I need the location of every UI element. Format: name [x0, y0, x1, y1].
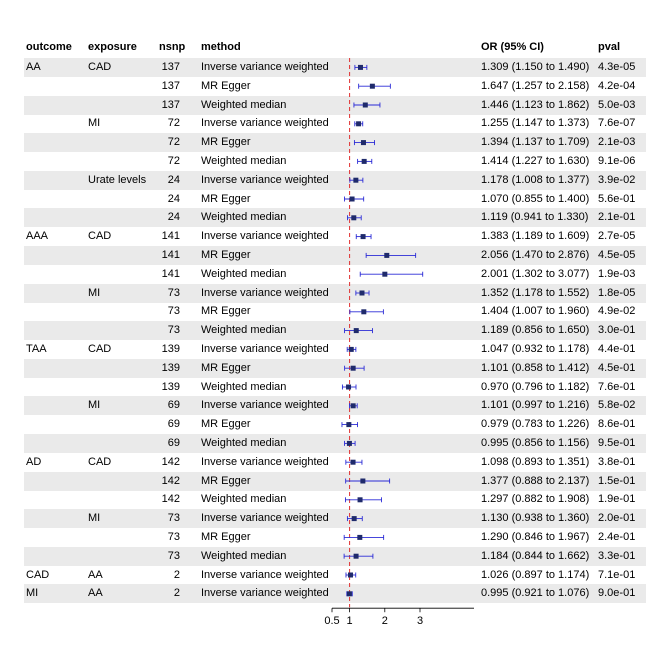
point-estimate — [360, 479, 365, 484]
cell-pval: 2.1e-01 — [598, 211, 636, 224]
cell-outcome: AAA — [26, 230, 49, 243]
cell-or-ci: 1.309 (1.150 to 1.490) — [481, 61, 590, 73]
cell-nsnp: 73 — [167, 324, 180, 337]
cell-pval: 7.1e-01 — [598, 568, 636, 581]
cell-or-ci: 1.026 (0.897 to 1.174) — [481, 568, 590, 581]
point-estimate — [356, 121, 361, 126]
cell-nsnp: 73 — [167, 531, 180, 543]
cell-or-ci: 1.070 (0.855 to 1.400) — [481, 192, 590, 205]
cell-method: Weighted median — [201, 549, 287, 562]
point-estimate — [363, 103, 368, 108]
cell-pval: 1.9e-03 — [598, 267, 636, 280]
point-estimate — [351, 460, 356, 465]
cell-or-ci: 1.414 (1.227 to 1.630) — [481, 155, 590, 167]
cell-exposure: CAD — [88, 230, 112, 243]
cell-or-ci: 0.995 (0.856 to 1.156) — [481, 437, 590, 449]
cell-exposure: MI — [88, 117, 101, 130]
point-estimate — [359, 291, 364, 296]
cell-or-ci: 1.352 (1.178 to 1.552) — [481, 286, 590, 299]
cell-exposure: MI — [88, 399, 101, 412]
cell-or-ci: 1.098 (0.893 to 1.351) — [481, 455, 590, 468]
cell-pval: 5.0e-03 — [598, 98, 636, 111]
cell-or-ci: 1.383 (1.189 to 1.609) — [481, 230, 590, 243]
cell-exposure: AA — [88, 587, 103, 600]
cell-pval: 4.4e-01 — [598, 343, 636, 355]
cell-or-ci: 1.184 (0.844 to 1.662) — [481, 549, 590, 562]
cell-pval: 9.1e-06 — [598, 155, 636, 167]
cell-or-ci: 1.119 (0.941 to 1.330) — [481, 211, 589, 224]
point-estimate — [361, 309, 366, 314]
point-estimate — [351, 403, 356, 408]
cell-method: Inverse variance weighted — [201, 61, 329, 73]
point-estimate — [347, 441, 352, 446]
cell-nsnp: 73 — [167, 305, 180, 318]
cell-or-ci: 1.647 (1.257 to 2.158) — [481, 79, 590, 92]
cell-method: Weighted median — [201, 437, 287, 449]
cell-method: MR Egger — [201, 249, 251, 261]
cell-nsnp: 142 — [161, 455, 180, 468]
cell-nsnp: 137 — [161, 61, 180, 73]
cell-pval: 2.4e-01 — [598, 531, 636, 543]
point-estimate — [361, 140, 366, 145]
cell-or-ci: 1.255 (1.147 to 1.373) — [481, 117, 590, 130]
cell-or-ci: 1.178 (1.008 to 1.377) — [481, 173, 590, 186]
header-exposure: exposure — [88, 41, 137, 53]
cell-or-ci: 1.101 (0.997 to 1.216) — [481, 399, 590, 412]
cell-or-ci: 1.377 (0.888 to 2.137) — [481, 474, 590, 487]
cell-method: MR Egger — [201, 418, 251, 431]
cell-or-ci: 1.446 (1.123 to 1.862) — [481, 98, 590, 111]
cell-method: MR Egger — [201, 79, 251, 92]
point-estimate — [354, 328, 359, 333]
cell-pval: 4.5e-05 — [598, 249, 636, 261]
x-tick-label: 1 — [346, 615, 353, 628]
cell-or-ci: 2.001 (1.302 to 3.077) — [481, 267, 590, 280]
cell-outcome: CAD — [26, 568, 50, 581]
point-estimate — [351, 215, 356, 220]
cell-outcome: AD — [26, 455, 42, 468]
cell-outcome: MI — [26, 587, 39, 600]
cell-or-ci: 1.101 (0.858 to 1.412) — [481, 361, 590, 374]
cell-method: Weighted median — [201, 267, 287, 280]
cell-pval: 1.5e-01 — [598, 474, 636, 487]
cell-exposure: CAD — [88, 455, 112, 468]
point-estimate — [382, 272, 387, 277]
cell-pval: 2.7e-05 — [598, 230, 636, 243]
cell-pval: 9.5e-01 — [598, 437, 636, 449]
cell-method: Weighted median — [201, 155, 287, 167]
point-estimate — [353, 178, 358, 183]
cell-pval: 3.8e-01 — [598, 455, 636, 468]
cell-pval: 5.6e-01 — [598, 192, 636, 205]
point-estimate — [351, 366, 356, 371]
cell-or-ci: 1.130 (0.938 to 1.360) — [481, 512, 590, 525]
cell-pval: 8.6e-01 — [598, 418, 636, 431]
point-estimate — [347, 591, 352, 596]
x-tick-label: 0.5 — [324, 615, 340, 628]
point-estimate — [358, 65, 363, 70]
cell-nsnp: 2 — [173, 587, 180, 600]
cell-method: Inverse variance weighted — [201, 343, 329, 355]
cell-method: Inverse variance weighted — [201, 399, 329, 412]
cell-exposure: AA — [88, 568, 103, 581]
cell-method: Inverse variance weighted — [201, 230, 329, 243]
cell-method: Weighted median — [201, 324, 287, 337]
cell-nsnp: 24 — [167, 173, 180, 186]
cell-method: Inverse variance weighted — [201, 568, 329, 581]
x-tick-label: 3 — [416, 615, 424, 628]
x-tick-label: 2 — [381, 615, 388, 628]
cell-nsnp: 142 — [161, 474, 180, 487]
cell-method: Inverse variance weighted — [201, 173, 329, 186]
cell-method: Inverse variance weighted — [201, 455, 329, 468]
point-estimate — [357, 535, 362, 540]
cell-exposure: CAD — [88, 343, 112, 355]
cell-or-ci: 1.290 (0.846 to 1.967) — [481, 531, 590, 543]
point-estimate — [354, 554, 359, 559]
cell-pval: 2.0e-01 — [598, 512, 636, 525]
cell-exposure: MI — [88, 512, 101, 525]
point-estimate — [358, 497, 363, 502]
cell-nsnp: 73 — [167, 549, 180, 562]
cell-or-ci: 1.297 (0.882 to 1.908) — [481, 493, 590, 506]
cell-pval: 4.5e-01 — [598, 361, 636, 374]
cell-pval: 3.3e-01 — [598, 549, 636, 562]
point-estimate — [348, 573, 353, 578]
cell-nsnp: 137 — [161, 79, 180, 92]
cell-pval: 4.3e-05 — [598, 61, 636, 73]
cell-or-ci: 0.995 (0.921 to 1.076) — [481, 587, 590, 600]
point-estimate — [362, 159, 367, 164]
cell-or-ci: 2.056 (1.470 to 2.876) — [481, 249, 590, 261]
header-pval: pval — [598, 41, 621, 53]
cell-outcome: TAA — [26, 343, 47, 355]
cell-nsnp: 139 — [161, 380, 180, 393]
cell-method: MR Egger — [201, 474, 251, 487]
cell-nsnp: 24 — [167, 211, 180, 224]
cell-method: MR Egger — [201, 305, 251, 318]
cell-pval: 7.6e-01 — [598, 380, 636, 393]
cell-method: Inverse variance weighted — [201, 117, 329, 130]
cell-nsnp: 142 — [161, 493, 180, 506]
header-or-ci: OR (95% CI) — [481, 41, 544, 53]
cell-or-ci: 1.394 (1.137 to 1.709) — [481, 136, 590, 149]
cell-method: MR Egger — [201, 136, 251, 149]
point-estimate — [346, 422, 351, 427]
cell-pval: 2.1e-03 — [598, 136, 636, 149]
header-nsnp: nsnp — [159, 41, 186, 53]
cell-nsnp: 69 — [167, 437, 180, 449]
cell-nsnp: 69 — [167, 418, 180, 431]
header-outcome: outcome — [26, 41, 72, 53]
cell-method: MR Egger — [201, 531, 251, 543]
cell-pval: 4.2e-04 — [598, 79, 636, 92]
cell-or-ci: 1.047 (0.932 to 1.178) — [481, 343, 590, 355]
cell-exposure: MI — [88, 286, 101, 299]
cell-nsnp: 72 — [167, 117, 180, 130]
cell-exposure: Urate levels — [88, 173, 147, 186]
cell-nsnp: 141 — [161, 249, 180, 261]
cell-nsnp: 69 — [167, 399, 180, 412]
cell-pval: 7.6e-07 — [598, 117, 636, 130]
cell-nsnp: 24 — [167, 192, 180, 205]
cell-nsnp: 139 — [161, 343, 180, 355]
point-estimate — [384, 253, 389, 258]
point-estimate — [346, 385, 351, 390]
cell-nsnp: 141 — [161, 267, 180, 280]
header-method: method — [201, 41, 241, 53]
point-estimate — [350, 197, 355, 202]
cell-method: Inverse variance weighted — [201, 286, 329, 299]
cell-method: Weighted median — [201, 98, 287, 111]
cell-pval: 4.9e-02 — [598, 305, 636, 318]
cell-pval: 3.9e-02 — [598, 173, 636, 186]
point-estimate — [352, 516, 357, 521]
cell-method: Inverse variance weighted — [201, 587, 329, 600]
cell-nsnp: 72 — [167, 136, 180, 149]
cell-method: MR Egger — [201, 192, 251, 205]
cell-pval: 1.8e-05 — [598, 286, 636, 299]
cell-outcome: AA — [26, 61, 41, 73]
cell-pval: 5.8e-02 — [598, 399, 636, 412]
point-estimate — [361, 234, 366, 239]
cell-nsnp: 137 — [161, 98, 180, 111]
cell-pval: 3.0e-01 — [598, 324, 636, 337]
cell-nsnp: 2 — [173, 568, 180, 581]
cell-or-ci: 1.404 (1.007 to 1.960) — [481, 305, 590, 318]
cell-method: Weighted median — [201, 380, 287, 393]
cell-nsnp: 141 — [161, 230, 180, 243]
cell-method: Weighted median — [201, 211, 287, 224]
point-estimate — [349, 347, 354, 352]
cell-nsnp: 73 — [167, 512, 180, 525]
cell-pval: 9.0e-01 — [598, 587, 636, 600]
cell-or-ci: 1.189 (0.856 to 1.650) — [481, 324, 590, 337]
cell-nsnp: 73 — [167, 286, 180, 299]
cell-method: MR Egger — [201, 361, 251, 374]
cell-or-ci: 0.979 (0.783 to 1.226) — [481, 418, 590, 431]
cell-exposure: CAD — [88, 61, 112, 73]
cell-method: Weighted median — [201, 493, 287, 506]
point-estimate — [370, 84, 375, 89]
cell-or-ci: 0.970 (0.796 to 1.182) — [481, 380, 590, 393]
cell-pval: 1.9e-01 — [598, 493, 636, 506]
cell-nsnp: 139 — [161, 361, 180, 374]
cell-method: Inverse variance weighted — [201, 512, 329, 525]
cell-nsnp: 72 — [167, 155, 180, 167]
